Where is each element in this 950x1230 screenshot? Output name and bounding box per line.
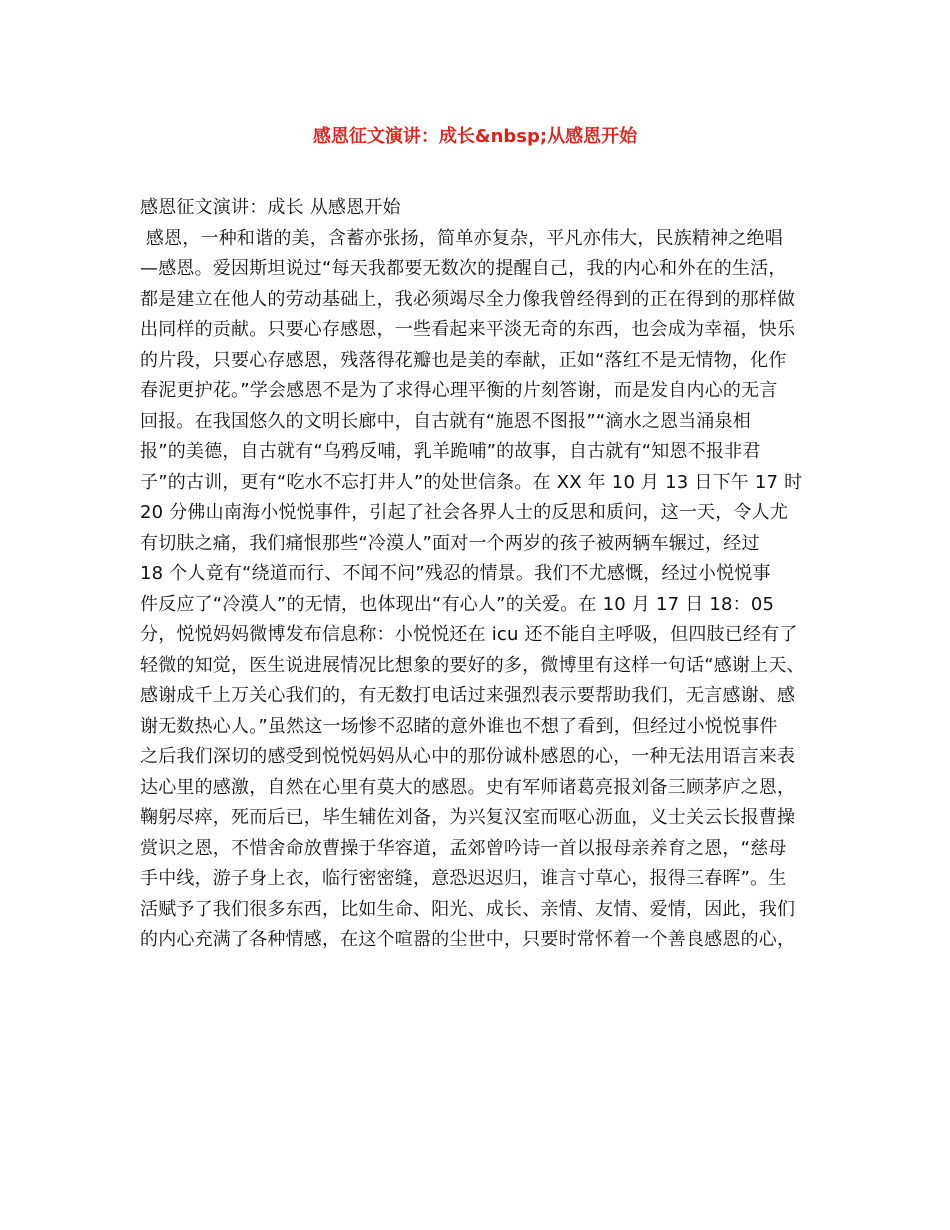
- text-line: 出同样的贡献。只要心存感恩，一些看起来平淡无奇的东西，也会成为幸福，快乐: [140, 319, 796, 340]
- text-line: 轻微的知觉，医生说进展情况比想象的要好的多，微博里有这样一句话“感谢上天、: [140, 654, 805, 676]
- text-line: 谢无数热心人。”虽然这一场惨不忍睹的意外谁也不想了看到，但经过小悦悦事件: [140, 715, 778, 737]
- text-line: 的内心充满了各种情感，在这个喧嚣的尘世中，只要时常怀着一个善良感恩的心，: [140, 929, 796, 950]
- text-line: 有切肤之痛，我们痛恨那些“冷漠人”面对一个两岁的孩子被两辆车辗过，经过: [140, 532, 760, 554]
- text-line: 件反应了“冷漠人”的无情，也体现出“有心人”的关爱。在 10 月 17 日 18：05: [140, 593, 775, 615]
- text-line: 之后我们深切的感受到悦悦妈妈从心中的那份诚朴感恩的心，一种无法用语言来表: [140, 746, 796, 767]
- document-body: [140, 193, 820, 956]
- text-line: —感恩。爱因斯坦说过“每天我都要无数次的提醒自己，我的内心和外在的生活，: [140, 258, 787, 279]
- text-line: 感谢成千上万关心我们的，有无数打电话过来强烈表示要帮助我们，无言感谢、感: [140, 685, 796, 706]
- text-line: 感恩，一种和谐的美，含蓄亦张扬，简单亦复杂，平凡亦伟大，民族精神之绝唱: [140, 227, 783, 249]
- text-line: 分，悦悦妈妈微博发布信息称：小悦悦还在 icu 还不能自主呼吸，但四肢已经有了: [140, 624, 798, 645]
- text-line: 子”的古训，更有“吃水不忘打井人”的处世信条。在 XX 年 10 月 13 日下午 17 时: [140, 471, 803, 493]
- text-line: 报”的美德，自古就有“乌鸦反哺，乳羊跪哺”的故事，自古就有“知恩不报非君: [140, 441, 761, 462]
- text-line: 鞠躬尽瘁，死而后已，毕生辅佐刘备，为兴复汉室而呕心沥血，义士关云长报曹操: [140, 807, 796, 828]
- document-title: 感恩征文演讲：成长&nbsp;从感恩开始: [312, 126, 638, 147]
- text-line: 活赋予了我们很多东西，比如生命、阳光、成长、亲情、友情、爱情，因此，我们: [140, 898, 796, 920]
- text-line: 手中线，游子身上衣，临行密密缝，意恐迟迟归，谁言寸草心，报得三春晖”。生: [140, 868, 787, 889]
- text-line: 的片段，只要心存感恩，残落得花瓣也是美的奉献，正如“落红不是无情物，化作: [140, 349, 787, 371]
- text-line: 18 个人竟有“绕道而行、不闻不问”残忍的情景。我们不尤感慨，经过小悦悦事: [140, 563, 771, 584]
- text-line: 回报。在我国悠久的文明长廊中，自古就有“施恩不图报”“滴水之恩当涌泉相: [140, 410, 751, 432]
- text-line: 达心里的感激，自然在心里有莫大的感恩。史有军师诸葛亮报刘备三顾茅庐之恩，: [140, 776, 796, 798]
- text-line: 感恩征文演讲：成长 从感恩开始: [140, 197, 401, 218]
- text-line: 20 分佛山南海小悦悦事件，引起了社会各界人士的反思和质问，这一天，令人尤: [140, 502, 789, 523]
- text-line: 赏识之恩，不惜舍命放曹操于华容道，孟郊曾吟诗一首以报母亲养育之恩，“慈母: [140, 837, 787, 859]
- text-line: 春泥更护花。”学会感恩不是为了求得心理平衡的片刻答谢，而是发自内心的无言: [140, 380, 778, 401]
- text-line: 都是建立在他人的劳动基础上，我必须竭尽全力像我曾经得到的正在得到的那样做: [140, 288, 796, 310]
